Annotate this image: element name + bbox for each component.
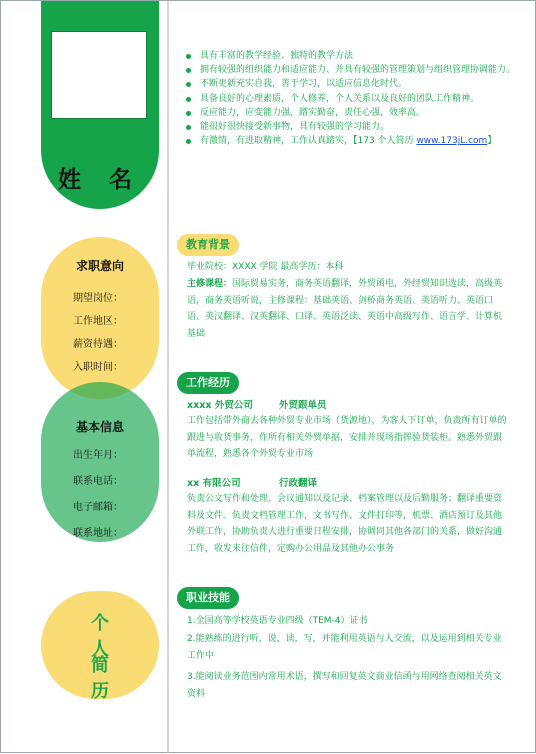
resume-label-line1: 个 人 — [91, 613, 131, 660]
job-position: 外贸跟单员 — [279, 400, 327, 411]
job-description: 负责公文写作和处理、会议通知以及记录、档案管理以及后勤服务；翻译重要资料及文件。负责文档管理工作，文书写作、文件打印等，机票、酒店预订及其他外联工作，协助负责人进行重要日程安排，协调同其他各部门的关系，做好沟通工作，收发来往信件，定购办公用品及其他办公事务 — [187, 494, 503, 554]
summary-item — [185, 134, 515, 148]
summary-item: 拥有较强的组织能力和适应能力、并具有较强的管理策划与组织管理协调能力。 — [185, 63, 515, 77]
summary-item: 具备良好的心理素质，个人修养，个人关系以及良好的团队工作精神。 — [185, 92, 515, 106]
education-tag: 教育背景 — [177, 234, 239, 256]
self-summary-list — [185, 49, 515, 148]
basic-info-circle — [41, 382, 159, 542]
resume-label-line2: 简 历 — [91, 655, 131, 702]
intent-field: 入职时间： — [73, 362, 123, 373]
intent-field: 工作地区： — [73, 316, 123, 327]
courses-text: 国际贸易实务，商务英语翻译，外贸函电，外经贸知识选读，高级英语，商务英语听说，主修课程：基础英语、剑桥商务英语、英语听力、英语口语、英汉翻译、汉英翻译、口译、英语泛读、英语中高级写作、语言学、计算机基础 — [187, 279, 503, 339]
basic-field: 联系地址： — [73, 528, 123, 539]
basic-info-title: 基本信息 — [75, 420, 124, 434]
basic-field: 联系电话： — [73, 476, 123, 487]
job-position: 行政翻译 — [279, 478, 318, 489]
job-intent-circle — [41, 237, 159, 399]
resume-label-circle — [41, 591, 159, 702]
basic-field: 电子邮箱： — [73, 502, 123, 513]
website-link[interactable]: www.173jL.com — [416, 136, 488, 147]
summary-item: 反应能力，应变能力强，踏实勤奋，责任心强，效率高。 — [185, 106, 515, 120]
job-intent-title: 求职意向 — [75, 259, 124, 273]
skill-item: 3.能阅读业务范围内常用术语，撰写和回复英文商业信函与用网络查阅相关英文资料 — [187, 672, 502, 699]
name-card — [41, 1, 159, 209]
courses-label: 主修课程： — [187, 279, 233, 289]
skill-item: 1.全国高等学校英语专业四级（TEM-4）证书 — [187, 616, 368, 626]
intent-field: 期望岗位： — [73, 293, 123, 304]
job-company: xx 有限公司 — [187, 478, 241, 489]
summary-last-tail: 】 — [487, 136, 497, 147]
job-description: 工作包括带外商去各种外贸专业市场（货源地），为客人下订单，负责所有订单的跟进与收货事务，作所有相关外贸单据，安排并现场指挥验货装柜。熟悉外贸跟单流程，熟悉各个外贸专业市场 — [187, 416, 507, 459]
intent-field: 薪资待遇： — [73, 339, 123, 350]
skills-tag: 职业技能 — [177, 587, 239, 609]
summary-last-text: 有激情，有进取精神，工作认真踏实，【173 个人简历 — [200, 136, 417, 147]
job-company: xxxx 外贸公司 — [187, 400, 253, 411]
summary-item: 不断更新充实自我，善于学习，以适应信息化时代。 — [185, 77, 515, 91]
column-divider — [167, 1, 169, 754]
skill-item: 2.能熟练的进行听，说，读，写，并能利用英语与人交流，以及运用到相关专业工作中 — [187, 634, 502, 661]
person-name: 姓 名 — [57, 167, 142, 193]
summary-item: 具有丰富的教学经验、独特的教学方法 — [185, 49, 515, 63]
basic-field: 出生年月： — [73, 450, 123, 461]
summary-item: 能很好很快接受新事物，具有较强的学习能力。 — [185, 120, 515, 134]
photo-placeholder[interactable] — [51, 31, 147, 119]
education-school-line: 毕业院校：XXXX 学院 最高学历：本科 — [187, 262, 344, 272]
work-tag: 工作经历 — [177, 372, 239, 394]
education-courses — [187, 276, 507, 342]
